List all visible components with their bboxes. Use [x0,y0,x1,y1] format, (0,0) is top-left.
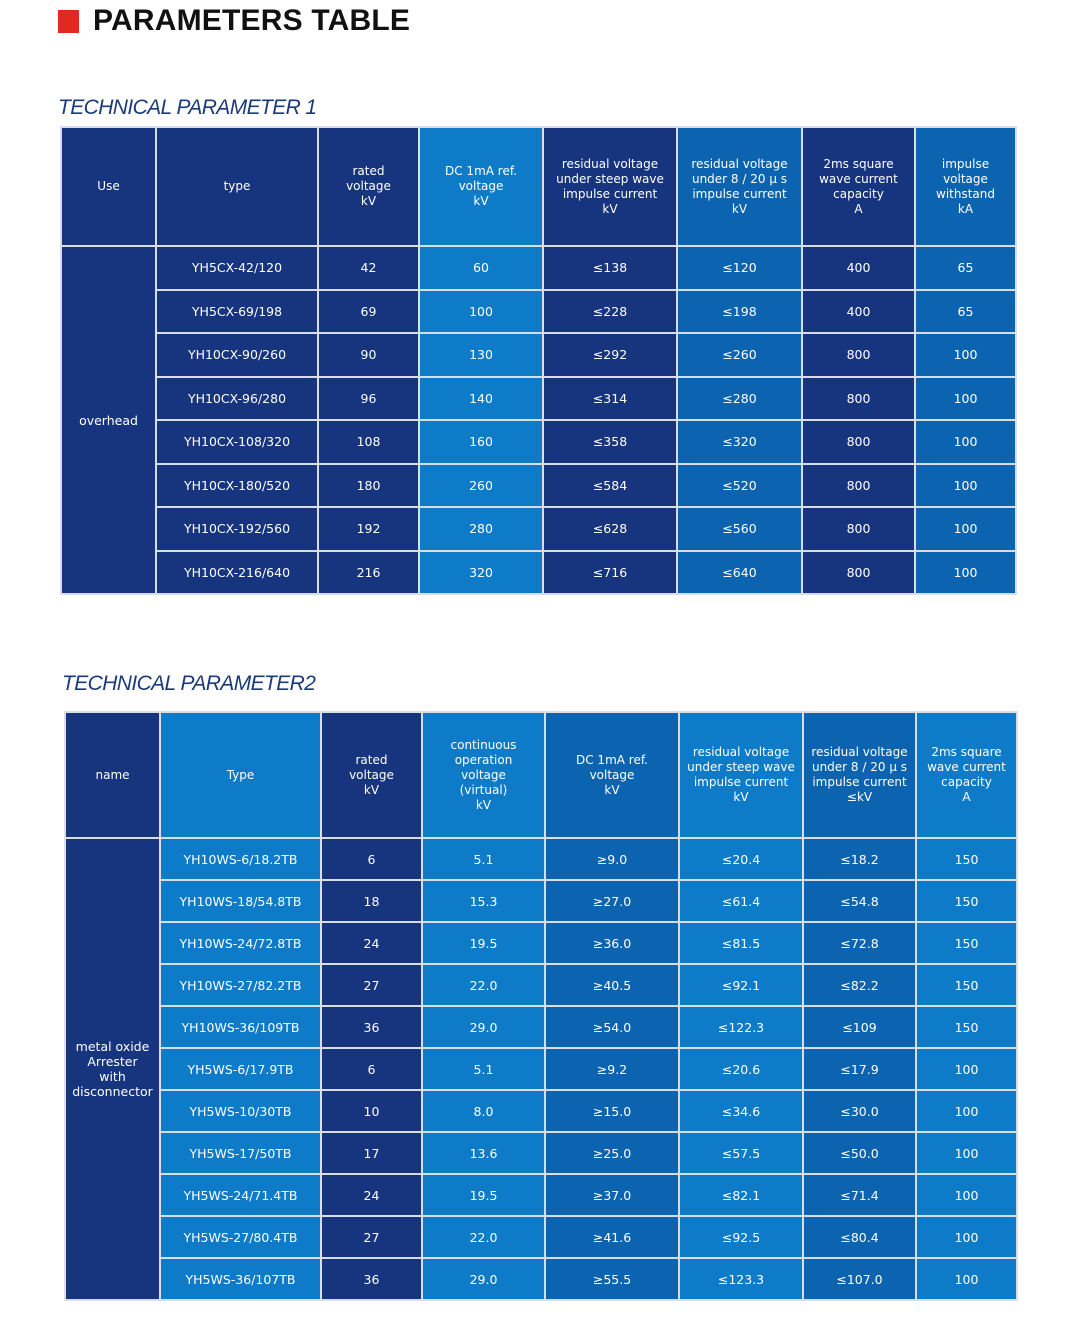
value-cell: 150 [916,880,1017,922]
table-row [65,922,1017,964]
value-cell: 10 [321,1090,422,1132]
header-line: residual voltage [691,156,788,171]
value-cell: 96 [318,377,419,421]
header-line: wave current [819,171,898,186]
table-header-row [61,127,1016,246]
value-cell: 216 [318,551,419,595]
value-cell: ≤54.8 [803,880,916,922]
value-cell: 22.0 [422,964,545,1006]
value-cell: ≥27.0 [545,880,679,922]
value-cell: ≤640 [677,551,802,595]
header-line: residual voltage [692,745,790,759]
header-line: voltage [589,767,635,782]
value-cell: 400 [802,246,915,290]
value-cell: ≤72.8 [803,922,916,964]
header-line: kV [363,782,380,797]
value-cell: 19.5 [422,1174,545,1216]
table-row [61,290,1016,334]
header-line: kV [731,201,748,216]
value-cell: ≥15.0 [545,1090,679,1132]
table-header-row [65,712,1017,838]
value-cell: 100 [915,464,1016,508]
table-row [61,333,1016,377]
group-label: overhead [79,412,138,428]
header-line: voltage [461,767,506,782]
header-line: capacity [941,775,992,789]
header-line: DC 1mA ref. [576,752,648,767]
column-header [543,127,677,246]
header-line: operation [454,752,513,767]
value-cell: ≤34.6 [679,1090,803,1132]
value-cell: ≤82.1 [679,1174,803,1216]
value-cell: 800 [802,333,915,377]
group-label: with [99,1069,126,1084]
value-cell: 29.0 [422,1006,545,1048]
value-cell: 65 [915,246,1016,290]
header-line: kV [604,782,620,797]
header-line: continuous [450,737,517,752]
table-row [65,838,1017,880]
group-label: metal oxide [75,1039,150,1054]
value-cell: ≤138 [543,246,677,290]
header-line: impulse current [562,186,658,201]
page-title-text: PARAMETERS TABLE [93,4,411,37]
column-header [803,712,916,838]
model-type-cell: YH10CX-216/640 [156,551,318,595]
value-cell: 130 [419,333,543,377]
value-cell: 5.1 [422,838,545,880]
value-cell: ≤81.5 [679,922,803,964]
value-cell: ≤20.4 [679,838,803,880]
value-cell: 100 [916,1174,1017,1216]
value-cell: ≤50.0 [803,1132,916,1174]
column-header [545,712,679,838]
header-line: DC 1mA ref. [445,164,517,178]
value-cell: 800 [802,464,915,508]
value-cell: 150 [916,964,1017,1006]
value-cell: 100 [916,1132,1017,1174]
column-header [318,127,419,246]
value-cell: 100 [915,377,1016,421]
column-header [677,127,802,246]
header-line: kV [602,201,618,216]
value-cell: 60 [419,246,543,290]
column-header [156,127,318,246]
value-cell: ≥9.2 [545,1048,679,1090]
header-line: Type [226,767,255,782]
value-cell: 19.5 [422,922,545,964]
header-line: kA [957,201,974,216]
value-cell: 18 [321,880,422,922]
value-cell: 100 [419,290,543,334]
group-label: Arrester [87,1054,138,1069]
header-line: impulse current [693,775,789,789]
value-cell: 36 [321,1006,422,1048]
value-cell: ≤520 [677,464,802,508]
value-cell: 180 [318,464,419,508]
column-header [61,127,156,246]
column-header [915,127,1016,246]
group-label-cell [61,246,156,594]
value-cell: 6 [321,838,422,880]
header-line: name [95,767,130,782]
header-line: under 8 / 20 μ s [691,171,788,186]
model-type-cell: YH10CX-180/520 [156,464,318,508]
header-line: rated [352,164,385,178]
table-row [65,1006,1017,1048]
value-cell: ≤314 [543,377,677,421]
value-cell: ≤260 [677,333,802,377]
value-cell: 150 [916,838,1017,880]
header-line: 2ms square [823,156,894,171]
model-type-cell: YH10WS-18/54.8TB [160,880,321,922]
header-line: kV [733,790,749,804]
header-line: ≤kV [846,790,873,804]
value-cell: 100 [916,1090,1017,1132]
table-row [65,880,1017,922]
model-type-cell: YH10WS-24/72.8TB [160,922,321,964]
model-type-cell: YH5WS-24/71.4TB [160,1174,321,1216]
section-title-2: TECHNICAL PARAMETER2 [62,672,316,695]
header-line: capacity [833,186,884,201]
model-type-cell: YH10CX-192/560 [156,507,318,551]
value-cell: ≤107.0 [803,1258,916,1300]
value-cell: 800 [802,507,915,551]
value-cell: ≥37.0 [545,1174,679,1216]
model-type-cell: YH5WS-36/107TB [160,1258,321,1300]
header-line: under steep wave [687,760,795,774]
value-cell: ≤320 [677,420,802,464]
value-cell: 6 [321,1048,422,1090]
model-type-cell: YH5WS-27/80.4TB [160,1216,321,1258]
column-header [321,712,422,838]
value-cell: 150 [916,1006,1017,1048]
value-cell: 108 [318,420,419,464]
model-type-cell: YH5CX-42/120 [156,246,318,290]
model-type-cell: YH5WS-17/50TB [160,1132,321,1174]
header-line: type [223,179,251,193]
value-cell: ≥25.0 [545,1132,679,1174]
value-cell: 800 [802,551,915,595]
page-title [58,4,410,38]
header-line: A [854,201,863,216]
value-cell: ≤71.4 [803,1174,916,1216]
header-line: kV [473,194,489,208]
value-cell: ≤198 [677,290,802,334]
header-line: Use [97,179,120,193]
value-cell: 100 [916,1258,1017,1300]
value-cell: ≥54.0 [545,1006,679,1048]
value-cell: ≤82.2 [803,964,916,1006]
value-cell: 160 [419,420,543,464]
table-row [61,246,1016,290]
value-cell: ≤122.3 [679,1006,803,1048]
technical-parameter-2-table [64,711,1018,1301]
model-type-cell: YH10WS-36/109TB [160,1006,321,1048]
table-row [61,377,1016,421]
value-cell: 140 [419,377,543,421]
header-line: wave current [927,760,1006,774]
value-cell: ≤716 [543,551,677,595]
value-cell: ≥40.5 [545,964,679,1006]
value-cell: 100 [915,420,1016,464]
value-cell: 192 [318,507,419,551]
value-cell: 100 [916,1216,1017,1258]
header-line: voltage [458,179,504,193]
table-row [65,1258,1017,1300]
table-row [61,420,1016,464]
value-cell: ≥41.6 [545,1216,679,1258]
value-cell: ≤120 [677,246,802,290]
header-line: 2ms square [931,745,1002,759]
value-cell: ≥9.0 [545,838,679,880]
value-cell: ≤92.5 [679,1216,803,1258]
value-cell: 17 [321,1132,422,1174]
value-cell: 13.6 [422,1132,545,1174]
value-cell: ≤109 [803,1006,916,1048]
value-cell: 24 [321,1174,422,1216]
column-header [65,712,160,838]
value-cell: 100 [915,333,1016,377]
header-line: impulse current [812,775,907,789]
value-cell: 260 [419,464,543,508]
model-type-cell: YH5WS-6/17.9TB [160,1048,321,1090]
model-type-cell: YH5CX-69/198 [156,290,318,334]
column-header [160,712,321,838]
model-type-cell: YH10CX-96/280 [156,377,318,421]
value-cell: ≤18.2 [803,838,916,880]
table-row [65,1174,1017,1216]
column-header [422,712,545,838]
model-type-cell: YH10CX-90/260 [156,333,318,377]
value-cell: 90 [318,333,419,377]
table-row [61,551,1016,595]
value-cell: ≤20.6 [679,1048,803,1090]
value-cell: 22.0 [422,1216,545,1258]
value-cell: 5.1 [422,1048,545,1090]
value-cell: ≤280 [677,377,802,421]
header-line: rated [355,752,388,767]
value-cell: 800 [802,377,915,421]
value-cell: 65 [915,290,1016,334]
title-marker [58,10,79,33]
column-header [419,127,543,246]
value-cell: ≤80.4 [803,1216,916,1258]
model-type-cell: YH10WS-27/82.2TB [160,964,321,1006]
value-cell: ≤560 [677,507,802,551]
model-type-cell: YH10WS-6/18.2TB [160,838,321,880]
header-line: residual voltage [561,156,659,171]
header-line: (virtual) [459,782,508,797]
model-type-cell: YH5WS-10/30TB [160,1090,321,1132]
value-cell: ≤17.9 [803,1048,916,1090]
value-cell: 42 [318,246,419,290]
value-cell: 29.0 [422,1258,545,1300]
section-title-1: TECHNICAL PARAMETER 1 [58,96,317,119]
header-line: under 8 / 20 μ s [811,760,908,774]
table-row [65,964,1017,1006]
header-line: residual voltage [811,745,908,759]
table-row [65,1048,1017,1090]
technical-parameter-1-table [60,126,1017,595]
value-cell: 8.0 [422,1090,545,1132]
value-cell: ≤358 [543,420,677,464]
value-cell: 100 [915,507,1016,551]
table-row [61,464,1016,508]
header-line: withstand [936,186,995,201]
value-cell: 800 [802,420,915,464]
table-row [65,1090,1017,1132]
value-cell: 27 [321,964,422,1006]
value-cell: 24 [321,922,422,964]
value-cell: 150 [916,922,1017,964]
table-row [61,507,1016,551]
value-cell: ≤628 [543,507,677,551]
header-line: kV [475,797,492,812]
value-cell: 36 [321,1258,422,1300]
model-type-cell: YH10CX-108/320 [156,420,318,464]
value-cell: ≤30.0 [803,1090,916,1132]
column-header [802,127,915,246]
group-label-cell [65,838,160,1300]
value-cell: ≤57.5 [679,1132,803,1174]
header-line: under steep wave [556,171,664,186]
header-line: voltage [349,767,394,782]
value-cell: 320 [419,551,543,595]
value-cell: 400 [802,290,915,334]
header-line: A [962,790,971,804]
value-cell: ≥36.0 [545,922,679,964]
value-cell: ≤292 [543,333,677,377]
table-row [65,1132,1017,1174]
header-line: voltage [346,179,391,193]
value-cell: 280 [419,507,543,551]
value-cell: ≥55.5 [545,1258,679,1300]
table-row [65,1216,1017,1258]
group-label: disconnector [72,1084,153,1099]
value-cell: 100 [915,551,1016,595]
column-header [679,712,803,838]
value-cell: 100 [916,1048,1017,1090]
value-cell: ≤228 [543,290,677,334]
value-cell: ≤61.4 [679,880,803,922]
header-line: impulse current [692,186,787,201]
header-line: impulse voltage [941,156,990,186]
column-header [916,712,1017,838]
value-cell: ≤92.1 [679,964,803,1006]
value-cell: 15.3 [422,880,545,922]
value-cell: ≤584 [543,464,677,508]
header-line: kV [360,194,377,208]
value-cell: ≤123.3 [679,1258,803,1300]
value-cell: 27 [321,1216,422,1258]
value-cell: 69 [318,290,419,334]
